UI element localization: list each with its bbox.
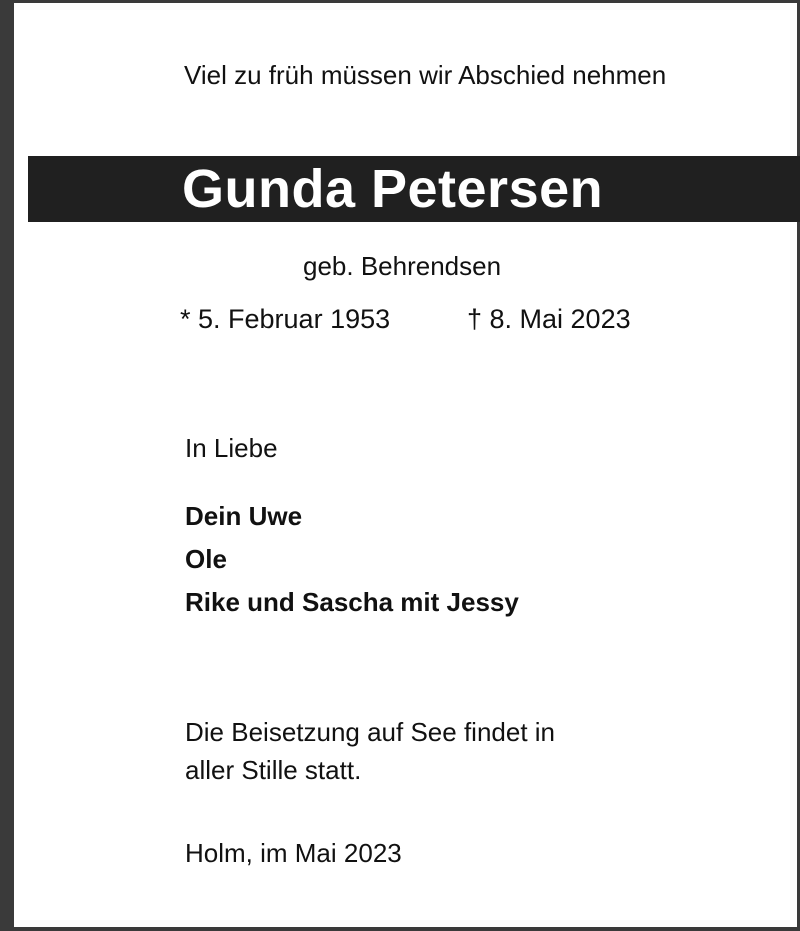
deceased-name: Gunda Petersen [182,159,604,219]
mourner-name: Ole [185,544,227,574]
funeral-note-line: Die Beisetzung auf See findet in [185,717,556,747]
intro-text: Viel zu früh müssen wir Abschied nehmen [184,60,667,90]
place-date: Holm, im Mai 2023 [185,838,402,868]
closing-phrase: In Liebe [185,433,278,463]
mourner-name: Rike und Sascha mit Jessy [185,587,519,617]
birth-date: * 5. Februar 1953 [180,304,391,334]
funeral-note [185,713,555,789]
mourner-name: Dein Uwe [185,501,303,531]
funeral-note-line: aller Stille statt. [185,755,362,785]
death-date: † 8. Mai 2023 [467,304,631,334]
maiden-name: geb. Behrendsen [303,251,502,281]
